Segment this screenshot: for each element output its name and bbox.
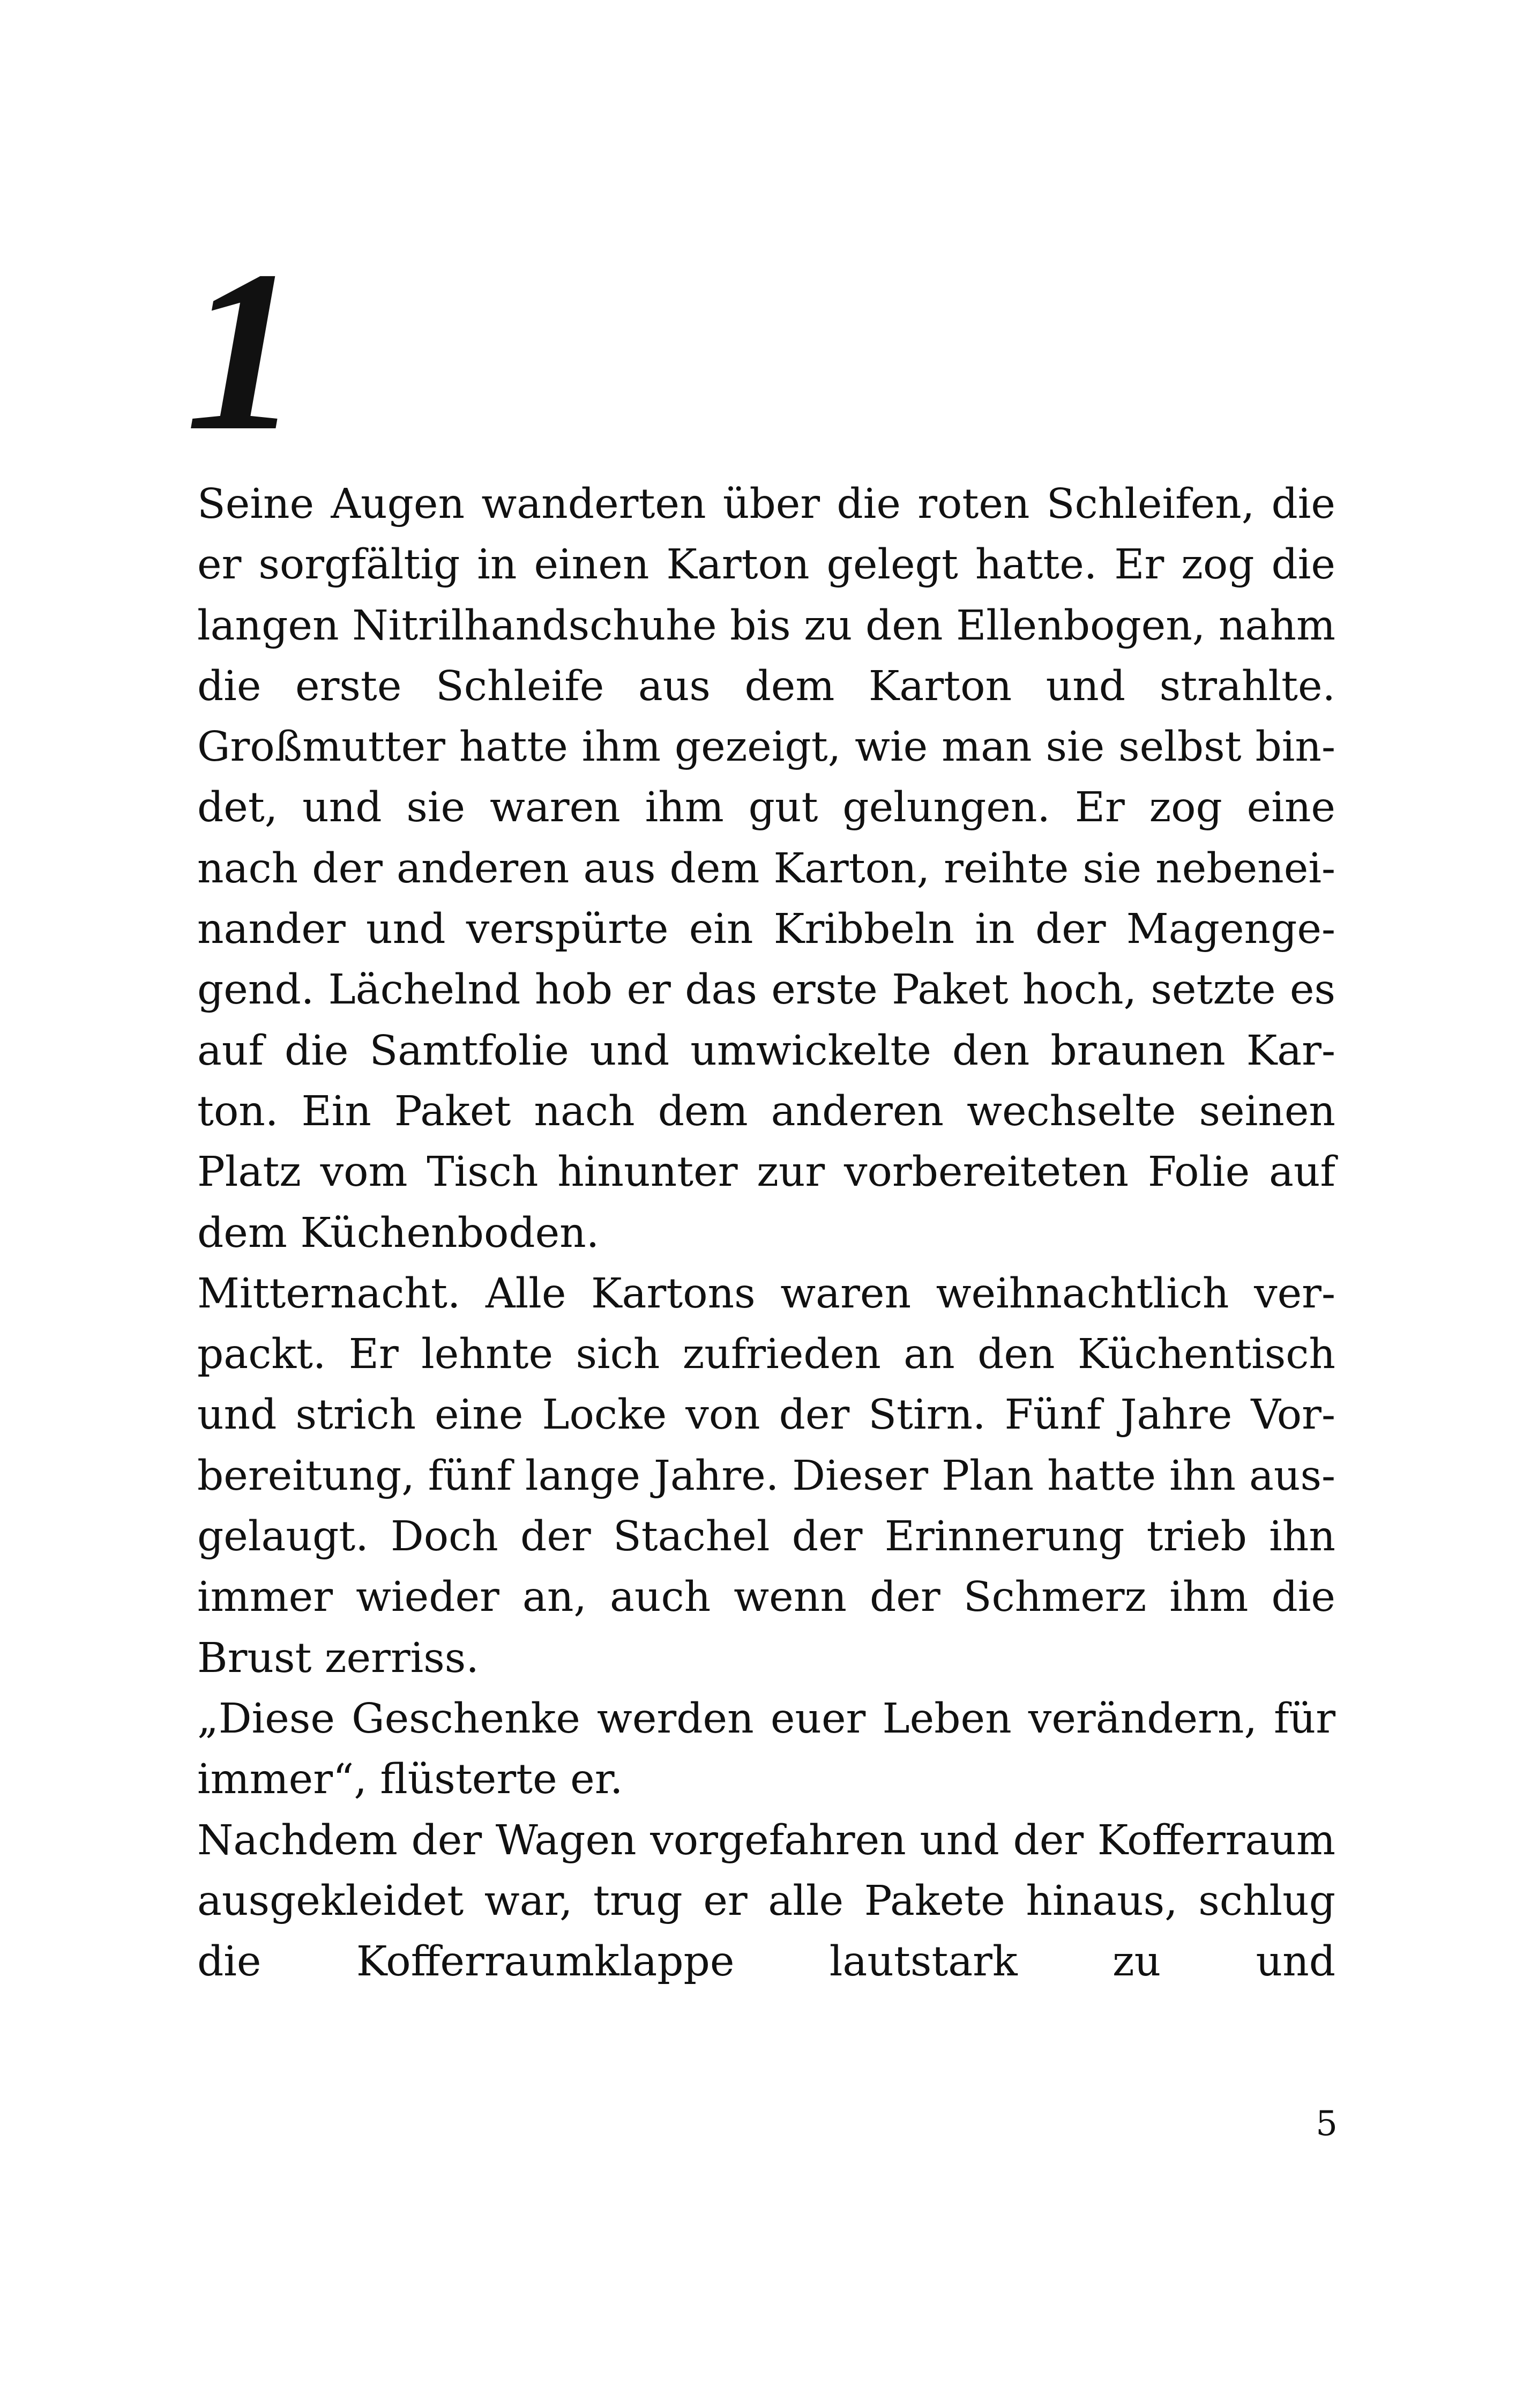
page-number: 5 <box>1316 2104 1338 2144</box>
paragraph: Nachdem der Wagen vorgefahren und der Kofferraum ausgekleidet war, trug er alle Pakete hinaus, schlug die Kofferraumklappe lautstark zu und <box>197 1816 1335 1986</box>
paragraph: „Diese Geschenke werden euer Leben verändern, für immer“, flüsterte er. <box>197 1694 1335 1804</box>
chapter-number: 1 <box>185 224 295 479</box>
paragraph: Mitternacht. Alle Kartons waren weihnachtlich verpackt. Er lehnte sich zufrieden an den Küchentisch und strich eine Locke von der Stirn. Fünf Jahre Vorbereitung, fünf lange Jahre. Dieser Plan hatte ihn ausgelaugt. Doch der Stachel der Erinnerung trieb ihn immer wieder an, auch wenn der Schmerz ihm die Brust zerriss. <box>197 1269 1335 1682</box>
paragraph: Seine Augen wanderten über die roten Schleifen, die er sorgfältig in einen Karton gelegt hatte. Er zog die langen Nitrilhandschuhe bis zu den Ellenbogen, nahm die erste Schleife aus dem Karton und strahlte. Großmutter hatte ihm gezeigt, wie man sie selbst bindet, und sie waren ihm gut gelungen. Er zog eine nach der anderen aus dem Karton, reihte sie nebeneinander und verspürte ein Kribbeln in der Magengegend. Lächelnd hob er das erste Paket hoch, setzte es auf die Samtfolie und umwickelte den braunen Karton. Ein Paket nach dem anderen wechselte seinen Platz vom Tisch hinunter zur vorbereiteten Folie auf dem Küchenboden. <box>197 480 1335 1257</box>
chapter-body <box>197 474 1335 1992</box>
